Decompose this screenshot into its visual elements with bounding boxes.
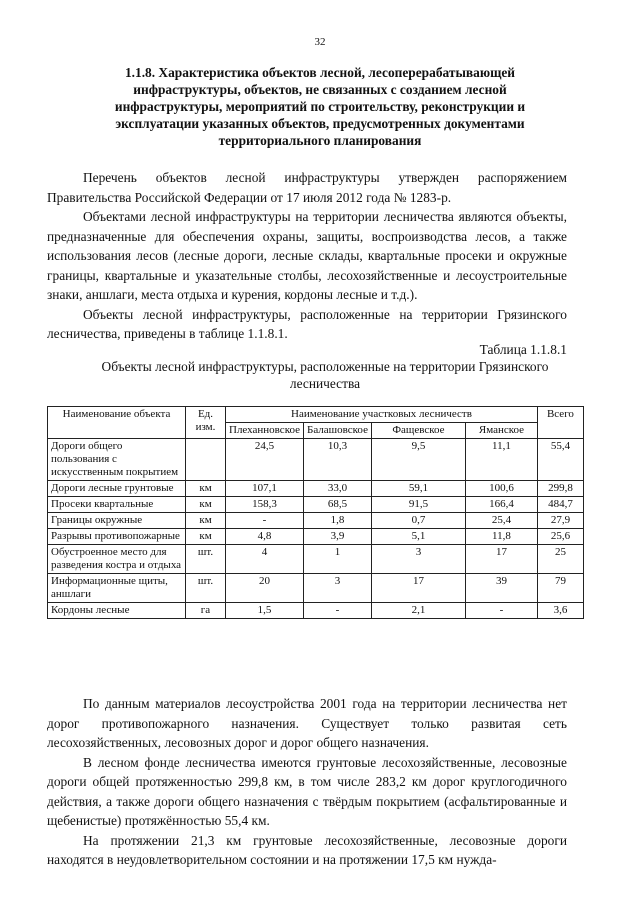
table-row	[48, 529, 584, 545]
header-forestries: Наименование участковых лесничеств	[226, 407, 538, 423]
table-row	[48, 439, 584, 481]
cell-value: 68,5	[304, 497, 372, 513]
cell-object-name: Кордоны лесные	[48, 603, 186, 619]
header-total: Всего	[537, 407, 583, 439]
cell-value: -	[465, 603, 537, 619]
table-body	[48, 439, 584, 619]
cell-total: 79	[537, 574, 583, 603]
cell-value: 0,7	[371, 513, 465, 529]
cell-value: 17	[465, 545, 537, 574]
intro-text	[47, 168, 567, 344]
cell-value: 2,1	[371, 603, 465, 619]
outro-paragraph-3: На протяжении 21,3 км грунтовые лесохозяйственные, лесовозные дороги находятся в неудовлетворительном состоянии и на протяжении 17,5 км нужда-	[47, 832, 567, 867]
cell-object-name: Просеки квартальные	[48, 497, 186, 513]
cell-value: -	[226, 513, 304, 529]
cell-value: 11,1	[465, 439, 537, 481]
cell-value: 9,5	[371, 439, 465, 481]
cell-unit	[186, 439, 226, 481]
cell-total: 3,6	[537, 603, 583, 619]
cell-value: 5,1	[371, 529, 465, 545]
cell-object-name: Обустроенное место для разведения костра и отдыха	[48, 545, 186, 574]
cell-unit: шт.	[186, 545, 226, 574]
infrastructure-table	[47, 406, 584, 619]
table-row	[48, 513, 584, 529]
cell-unit: шт.	[186, 574, 226, 603]
table-row	[48, 481, 584, 497]
page-number: 32	[314, 36, 326, 48]
header-name: Наименование объекта	[48, 407, 186, 439]
cell-value: 10,3	[304, 439, 372, 481]
intro-paragraph-3: Объекты лесной инфраструктуры, расположенные на территории Грязинского лесничества, приведены в таблице 1.1.8.1.	[47, 306, 567, 341]
table-title: Объекты лесной инфраструктуры, расположенные на территории Грязинского лесничества	[101, 359, 549, 391]
cell-total: 299,8	[537, 481, 583, 497]
cell-total: 484,7	[537, 497, 583, 513]
cell-unit: км	[186, 497, 226, 513]
cell-value: 59,1	[371, 481, 465, 497]
cell-value: -	[304, 603, 372, 619]
section-heading: 1.1.8. Характеристика объектов лесной, лесоперерабатывающей инфраструктуры, объектов, не связанных с созданием лесной инфраструктуры, мероприятий по строительству, реконструкции и эксплуатации указанных объектов, предусмотренных документами территориального планирования	[114, 65, 526, 148]
outro-paragraph-2: В лесном фонде лесничества имеются грунтовые лесохозяйственные, лесовозные дороги общей протяженностью 299,8 км, в том числе 283,2 км дорог круглогодичного действия, а также дороги общего назначения с твёрдым покрытием (асфальтированные и щебенистые) протяжённостью 55,4 км.	[47, 754, 567, 828]
cell-value: 1,8	[304, 513, 372, 529]
intro-paragraph-1: Перечень объектов лесной инфраструктуры утвержден распоряжением Правительства Российской Федерации от 17 июля 2012 года № 1283-р.	[47, 170, 567, 205]
cell-value: 20	[226, 574, 304, 603]
cell-value: 1	[304, 545, 372, 574]
cell-object-name: Дороги общего пользования с искусственным покрытием	[48, 439, 186, 481]
cell-value: 11,8	[465, 529, 537, 545]
cell-value: 107,1	[226, 481, 304, 497]
cell-value: 1,5	[226, 603, 304, 619]
cell-value: 166,4	[465, 497, 537, 513]
cell-value: 3	[371, 545, 465, 574]
table-row	[48, 603, 584, 619]
cell-object-name: Дороги лесные грунтовые	[48, 481, 186, 497]
table-header-row	[48, 407, 584, 423]
cell-value: 33,0	[304, 481, 372, 497]
cell-value: 100,6	[465, 481, 537, 497]
cell-total: 27,9	[537, 513, 583, 529]
outro-paragraph-1: По данным материалов лесоустройства 2001 года на территории лесничества нет дорог противопожарного назначения. Существует только развитая сеть лесохозяйственных, лесовозных дорог и дорог общего назначения.	[47, 696, 567, 750]
cell-object-name: Информационные щиты, аншлаги	[48, 574, 186, 603]
cell-value: 3	[304, 574, 372, 603]
cell-value: 4	[226, 545, 304, 574]
cell-value: 3,9	[304, 529, 372, 545]
cell-value: 39	[465, 574, 537, 603]
cell-unit: га	[186, 603, 226, 619]
intro-paragraph-2: Объектами лесной инфраструктуры на территории лесничества являются объекты, предназначенные для обеспечения охраны, защиты, воспроизводства лесов, а также использования лесов (лесные дороги, лесные склады, квартальные просеки и окружные границы, квартальные и указательные столбы, лесохозяйственные и лесоустроительные знаки, аншлаги, места отдыха и курения, кордоны лесные и т.д.).	[47, 209, 567, 302]
cell-total: 55,4	[537, 439, 583, 481]
cell-total: 25,6	[537, 529, 583, 545]
cell-value: 158,3	[226, 497, 304, 513]
cell-unit: км	[186, 481, 226, 497]
subheader-forestry: Балашовское	[304, 423, 372, 439]
outro-text	[47, 694, 567, 870]
cell-object-name: Границы окружные	[48, 513, 186, 529]
subheader-forestry: Плеханновское	[226, 423, 304, 439]
cell-value: 91,5	[371, 497, 465, 513]
table-row	[48, 574, 584, 603]
cell-unit: км	[186, 529, 226, 545]
subheader-forestry: Фащевское	[371, 423, 465, 439]
cell-total: 25	[537, 545, 583, 574]
cell-value: 17	[371, 574, 465, 603]
table-row	[48, 497, 584, 513]
header-unit: Ед. изм.	[186, 407, 226, 439]
cell-unit: км	[186, 513, 226, 529]
cell-value: 25,4	[465, 513, 537, 529]
cell-value: 24,5	[226, 439, 304, 481]
table-label: Таблица 1.1.8.1	[479, 342, 567, 357]
subheader-forestry: Яманское	[465, 423, 537, 439]
cell-object-name: Разрывы противопожарные	[48, 529, 186, 545]
cell-value: 4,8	[226, 529, 304, 545]
table-row	[48, 545, 584, 574]
